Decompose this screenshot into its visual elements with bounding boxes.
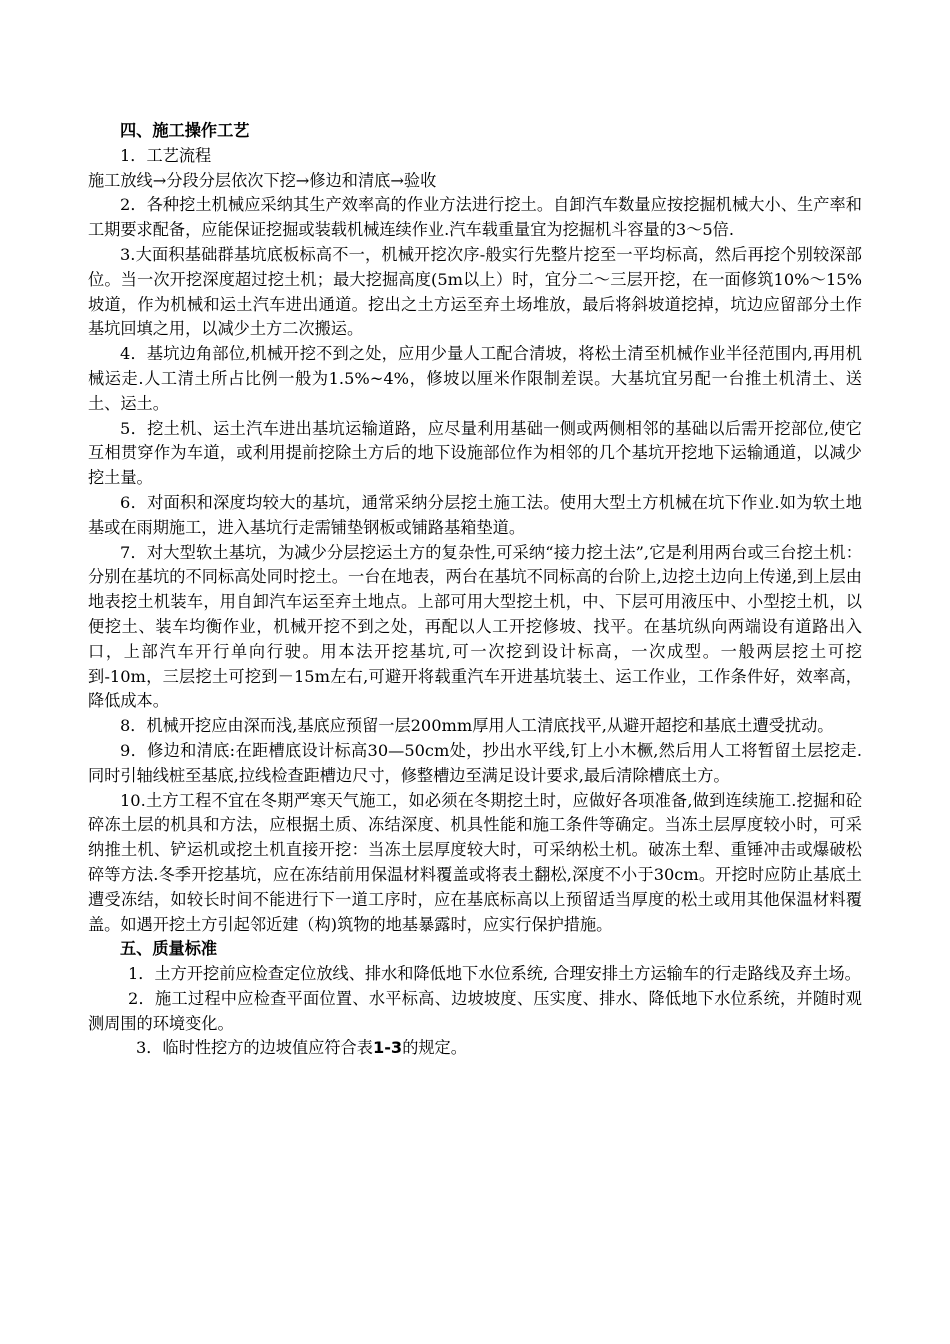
paragraph-5: 5．挖土机、运土汽车进出基坑运输道路，应尽量利用基础一侧或两侧相邻的基础以后需开挖部位,使它互相贯穿作为车道，或利用提前挖除土方后的地下设施部位作为相邻的几个基坑开挖地下运输通道，以减少挖土量。 [88, 418, 862, 488]
quality-item-2: 2．施工过程中应检查平面位置、水平标高、边坡坡度、压实度、排水、降低地下水位系统，并随时观测周围的环境变化。 [88, 988, 862, 1033]
paragraph-9: 9．修边和清底:在距槽底设计标高30—50cm处，抄出水平线,钉上小木橛,然后用人工将暂留土层挖走.同时引轴线桩至基底,拉线检查距槽边尺寸，修整槽边至满足设计要求,最后清除槽底土方。 [88, 740, 862, 785]
quality-item-3-suffix: 的规定。 [402, 1038, 467, 1058]
paragraph-10: 10.土方工程不宜在冬期严寒天气施工，如必须在冬期挖土时，应做好各项准备,做到连续施工.挖掘和砼碎冻土层的机具和方法，应根据土质、冻结深度、机具性能和施工条件等确定。当冻土层厚度较小时，可采纳推土机、铲运机或挖土机直接开挖：当冻土层厚度较大时，可采纳松土机。破冻土犁、重锤冲击或爆破松碎等方法.冬季开挖基坑，应在冻结前用保温材料覆盖或将表土翻松,深度不小于30cm。开挖时应防止基底土遭受冻结，如较长时间不能进行下一道工序时，应在基底标高以上预留适当厚度的松土或用其他保温材料覆盖。如遇开挖土方引起邻近建（构)筑物的地基暴露时，应实行保护措施。 [88, 790, 862, 934]
paragraph-7: 7．对大型软土基坑，为减少分层挖运土方的复杂性,可采纳“接力挖土法”,它是利用两台或三台挖土机：分别在基坑的不同标高处同时挖土。一台在地表，两台在基坑不同标高的台阶上,边挖土边向上传递,到上层由地表挖土机装车，用自卸汽车运至弃土地点。上部可用大型挖土机，中、下层可用液压中、小型挖土机，以便挖土、装车均衡作业，机械开挖不到之处，再配以人工开挖修坡、找平。在基坑纵向两端设有道路出入口，上部汽车开行单向行驶。用本法开挖基坑,可一次挖到设计标高，一次成型。一般两层挖土可挖到-10m，三层挖土可挖到－15m左右,可避开将载重汽车开进基坑装土、运工作业，工作条件好，效率高，降低成本。 [88, 542, 862, 711]
quality-item-3 [88, 1036, 862, 1061]
paragraph-1: 1．工艺流程 [120, 145, 212, 165]
paragraph-8: 8．机械开挖应由深而浅,基底应预留一层200mm厚用人工清底找平,从避开超挖和基底土遭受扰动。 [120, 716, 834, 736]
process-flow: 施工放线→分段分层依次下挖→修边和清底→验收 [88, 170, 437, 190]
paragraph-2: 2．各种挖土机械应采纳其生产效率高的作业方法进行挖土。自卸汽车数量应按挖掘机械大小、生产率和工期要求配备，应能保证挖掘或装载机械连续作业.汽车载重量宜为挖掘机斗容量的3～5倍. [88, 195, 862, 240]
paragraph-3: 3.大面积基础群基坑底板标高不一，机械开挖次序-般实行先整片挖至一平均标高，然后再挖个别较深部位。当一次开挖深度超过挖土机；最大挖掘高度(5m以上）时，宜分二～三层开挖，在一面修筑10%～15%坡道，作为机械和运土汽车进出通道。挖出之土方运至弃土场堆放，最后将斜坡道挖掉，坑边应留部分土作基坑回填之用，以减少土方二次搬运。 [88, 244, 862, 339]
quality-item-1: 1．土方开挖前应检查定位放线、排水和降低地下水位系统, 合理安排土方运输车的行走路线及弃土场。 [128, 964, 861, 984]
section-heading-5: 五、质量标准 [120, 939, 218, 959]
paragraph-6: 6．对面积和深度均较大的基坑，通常采纳分层挖土施工法。使用大型土方机械在坑下作业.如为软土地基或在雨期施工，进入基坑行走需铺垫钢板或铺路基箱垫道。 [88, 492, 862, 537]
document-page [88, 119, 862, 1061]
quality-item-3-prefix: 3．临时性挖方的边坡值应符合表 [136, 1038, 373, 1058]
paragraph-4: 4．基坑边角部位,机械开挖不到之处，应用少量人工配合清坡，将松土清至机械作业半径范围内,再用机械运走.人工清土所占比例一般为1.5%~4%，修坡以厘米作限制差误。大基坑宜另配一台推土机清土、送土、运土。 [88, 344, 862, 413]
section-heading-4: 四、施工操作工艺 [120, 121, 250, 140]
table-reference: 1-3 [372, 1038, 403, 1058]
